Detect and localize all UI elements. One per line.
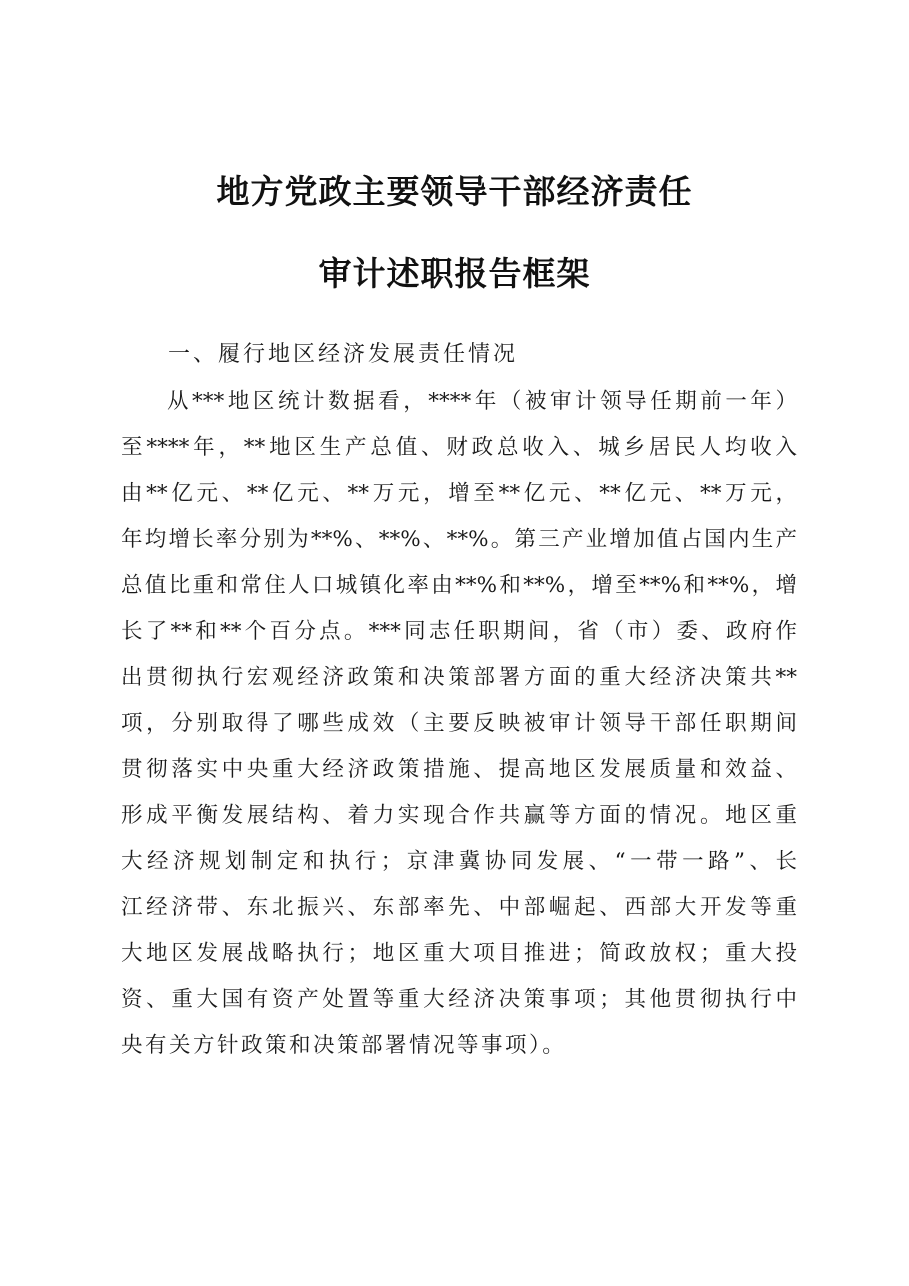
paragraph-line: 项，分别取得了哪些成效（主要反映被审计领导干部任职期间	[121, 711, 797, 736]
body-paragraph-1	[121, 379, 797, 1069]
paragraph-line: 至****年，**地区生产总值、财政总收入、城乡居民人均收入	[121, 435, 797, 460]
paragraph-line: 贯彻落实中央重大经济政策措施、提高地区发展质量和效益、	[121, 757, 797, 782]
paragraph-line: 从***地区统计数据看，****年（被审计领导任期前一年）	[167, 389, 797, 414]
paragraph-line: 江经济带、东北振兴、东部率先、中部崛起、西部大开发等重	[121, 895, 797, 920]
paragraph-line: 年均增长率分别为**%、**%、**%。第三产业增加值占国内生产	[121, 527, 797, 552]
document-title-line-2: 审计述职报告框架	[318, 254, 591, 293]
paragraph-line: 大地区发展战略执行；地区重大项目推进；简政放权；重大投	[121, 941, 797, 966]
paragraph-line: 资、重大国有资产处置等重大经济决策事项；其他贯彻执行中	[121, 987, 797, 1012]
paragraph-line: 形成平衡发展结构、着力实现合作共赢等方面的情况。地区重	[121, 803, 797, 828]
paragraph-line: 总值比重和常住人口城镇化率由**%和**%，增至**%和**%，增	[121, 573, 797, 598]
paragraph-line: 长了**和**个百分点。***同志任职期间，省（市）委、政府作	[121, 619, 797, 644]
paragraph-line: 大经济规划制定和执行；京津冀协同发展、“一带一路”、长	[121, 849, 797, 874]
paragraph-line: 央有关方针政策和决策部署情况等事项）。	[121, 1033, 567, 1058]
paragraph-line: 由**亿元、**亿元、**万元，增至**亿元、**亿元、**万元，	[121, 481, 797, 506]
paragraph-line: 出贯彻执行宏观经济政策和决策部署方面的重大经济决策共**	[121, 665, 797, 690]
section-heading-1: 一、履行地区经济发展责任情况	[168, 342, 519, 367]
document-title-line-1: 地方党政主要领导干部经济责任	[216, 172, 693, 211]
